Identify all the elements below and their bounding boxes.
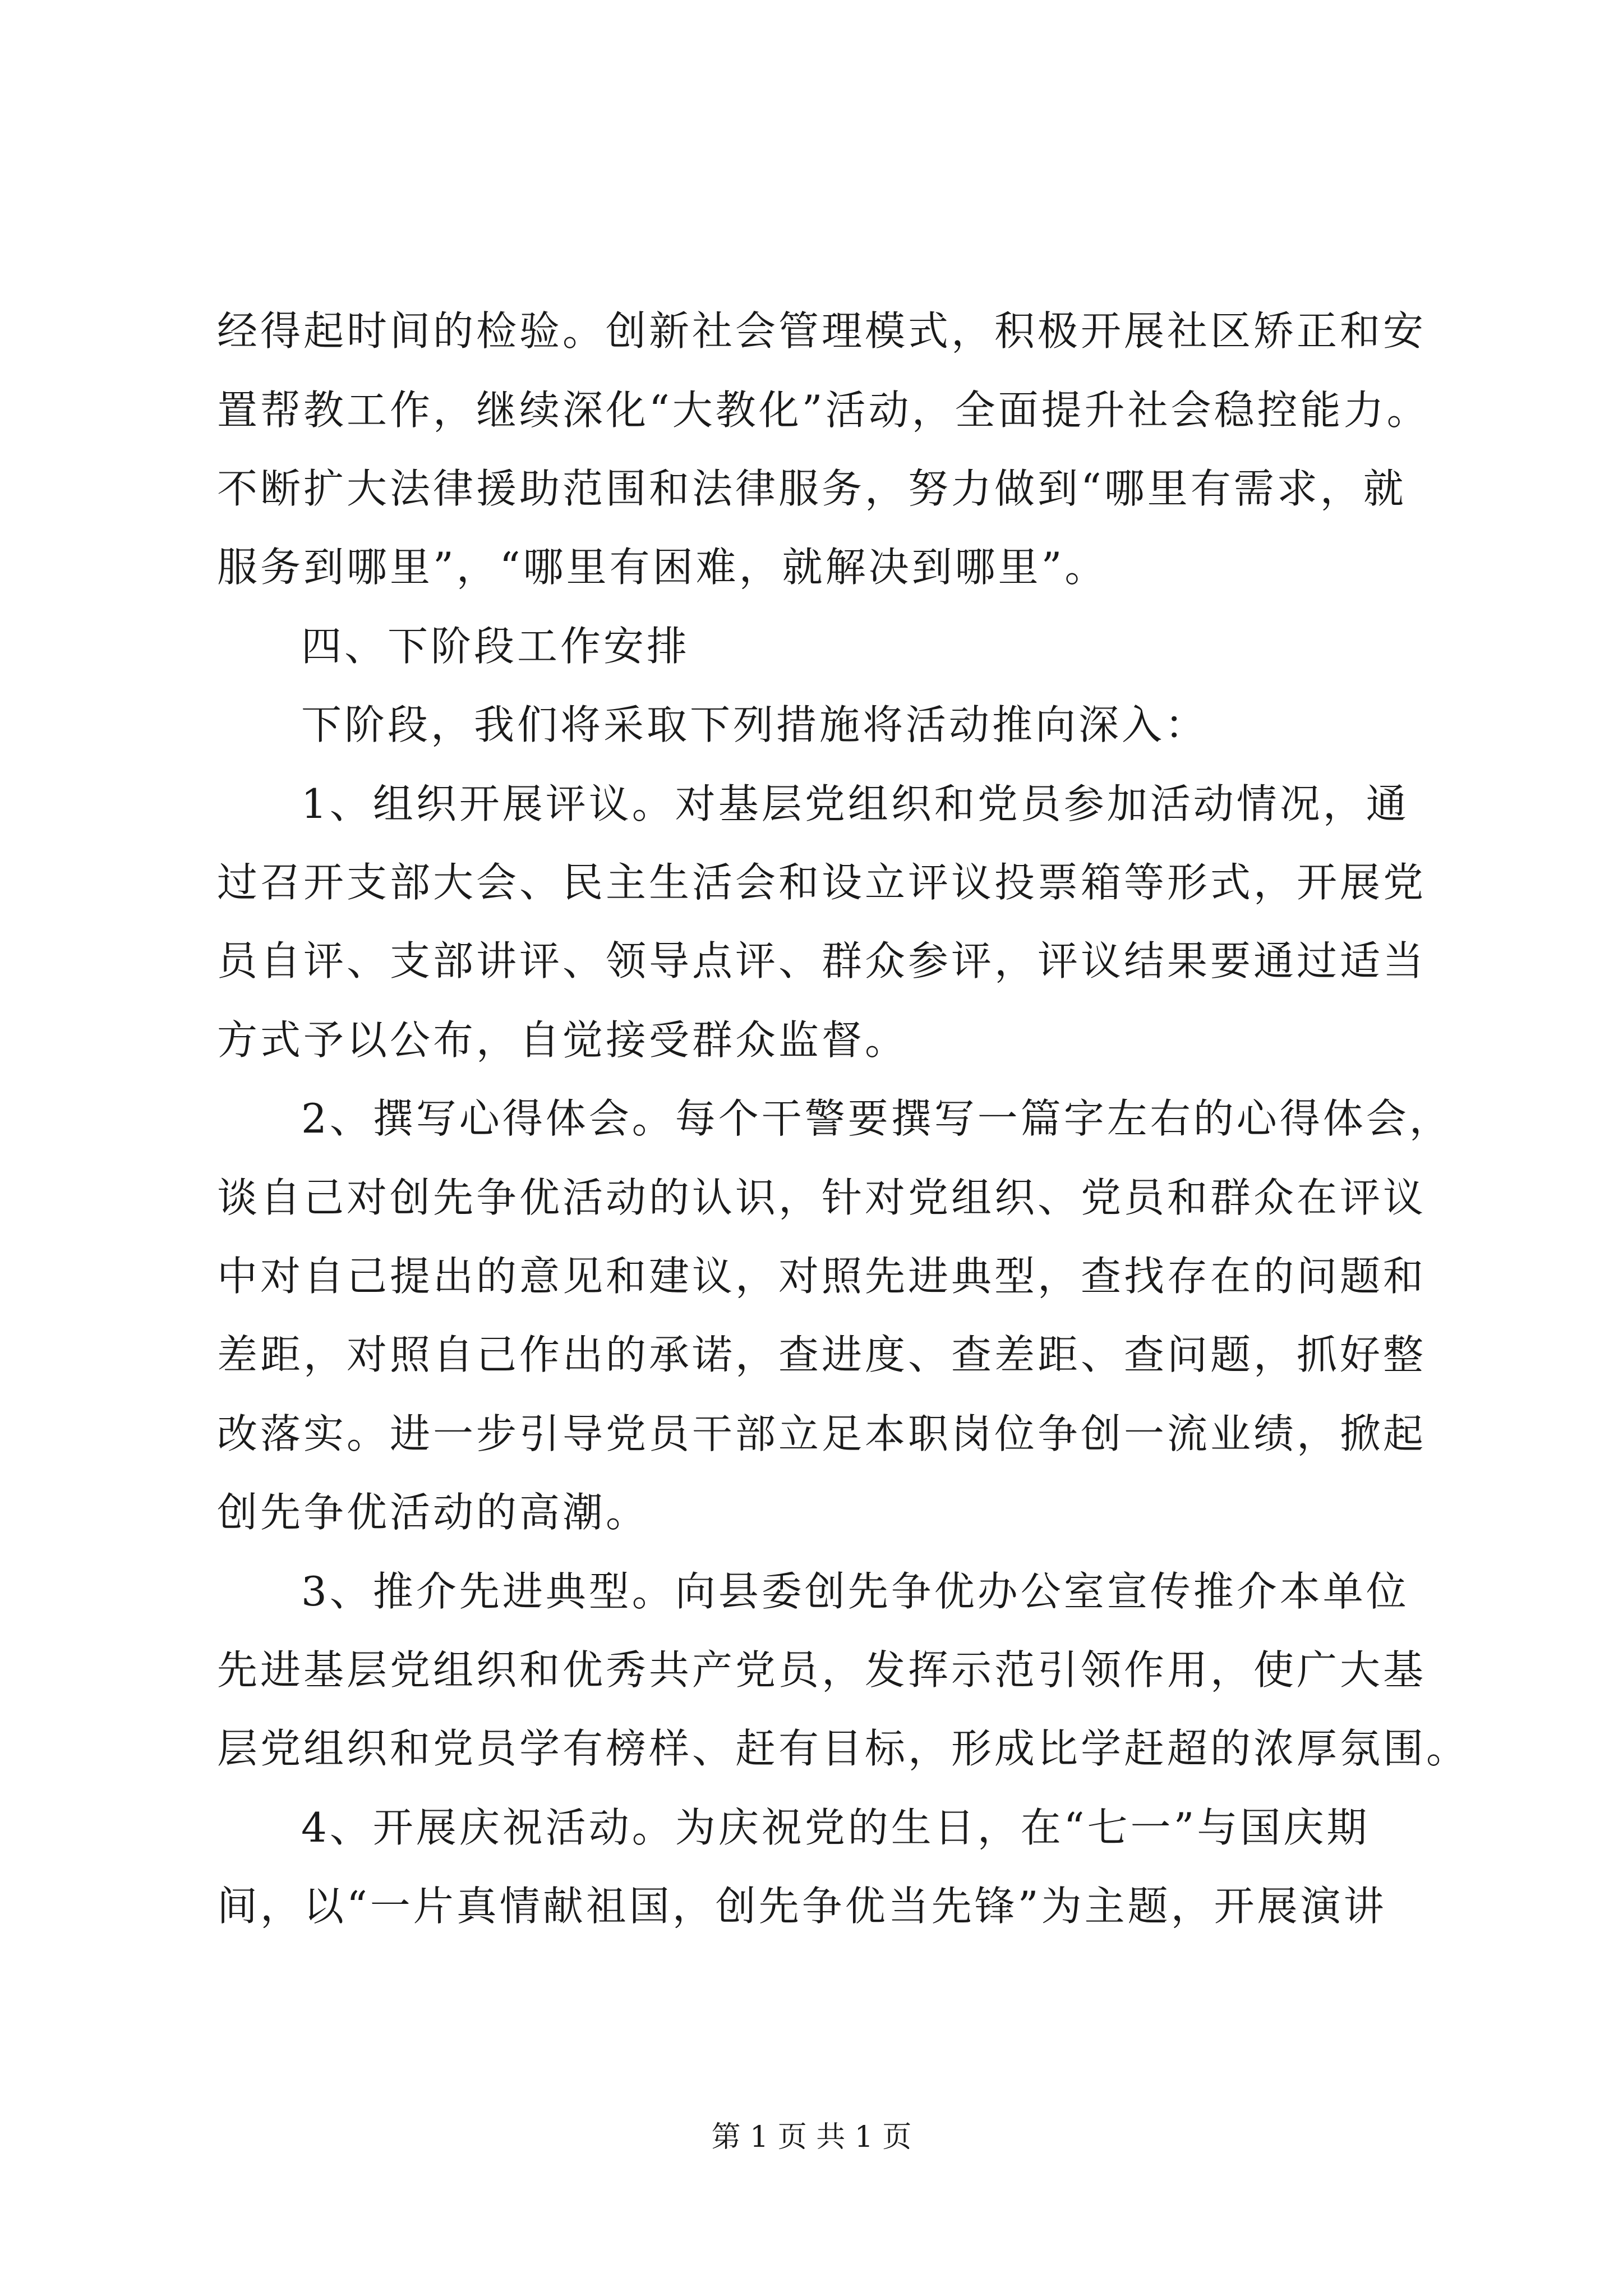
list-item-4: 4、开展庆祝活动。为庆祝党的生日，在“七一”与国庆期 [301,1804,1370,1851]
text-line: 先进基层党组织和优秀共产党员，发挥示范引领作用，使广大基 [217,1646,1427,1694]
text-line: 过召开支部大会、民主生活会和设立评议投票箱等形式，开展党 [217,859,1427,906]
text-line: 中对自己提出的意见和建议，对照先进典型，查找存在的问题和 [217,1253,1427,1300]
list-item-1: 1、组织开展评议。对基层党组织和党员参加活动情况，通 [301,780,1409,827]
page-number-footer: 第 1 页 共 1 页 [711,2120,912,2154]
text-line: 层党组织和党员学有榜样、赶有目标，形成比学赶超的浓厚氛围。 [217,1725,1470,1772]
text-line: 置帮教工作，继续深化“大教化”活动，全面提升社会稳控能力。 [217,386,1430,434]
text-line: 改落实。进一步引导党员干部立足本职岗位争创一流业绩，掀起 [217,1410,1427,1457]
text-line: 不断扩大法律援助范围和法律服务，努力做到“哪里有需求，就 [217,465,1407,512]
text-line: 员自评、支部讲评、领导点评、群众参评，评议结果要通过适当 [217,937,1427,984]
text-line: 方式予以公布，自觉接受群众监督。 [217,1016,909,1064]
list-item-3: 3、推介先进典型。向县委创先争优办公室宣传推介本单位 [301,1568,1409,1615]
text-line: 差距，对照自己作出的承诺，查进度、查差距、查问题，抓好整 [217,1331,1427,1378]
list-item-2: 2、撰写心得体会。每个干警要撰写一篇字左右的心得体会， [301,1095,1453,1142]
section-heading: 四、下阶段工作安排 [301,623,690,670]
text-line: 谈自己对创先争优活动的认识，针对党组织、党员和群众在评议 [217,1174,1427,1221]
text-line: 下阶段，我们将采取下列措施将活动推向深入： [301,701,1209,748]
text-line: 服务到哪里”，“哪里有困难，就解决到哪里”。 [217,544,1108,591]
text-line: 创先争优活动的高潮。 [217,1489,649,1536]
text-line: 经得起时间的检验。创新社会管理模式，积极开展社区矫正和安 [217,307,1427,355]
text-line: 间，以“一片真情献祖国，创先争优当先锋”为主题，开展演讲 [217,1883,1387,1930]
